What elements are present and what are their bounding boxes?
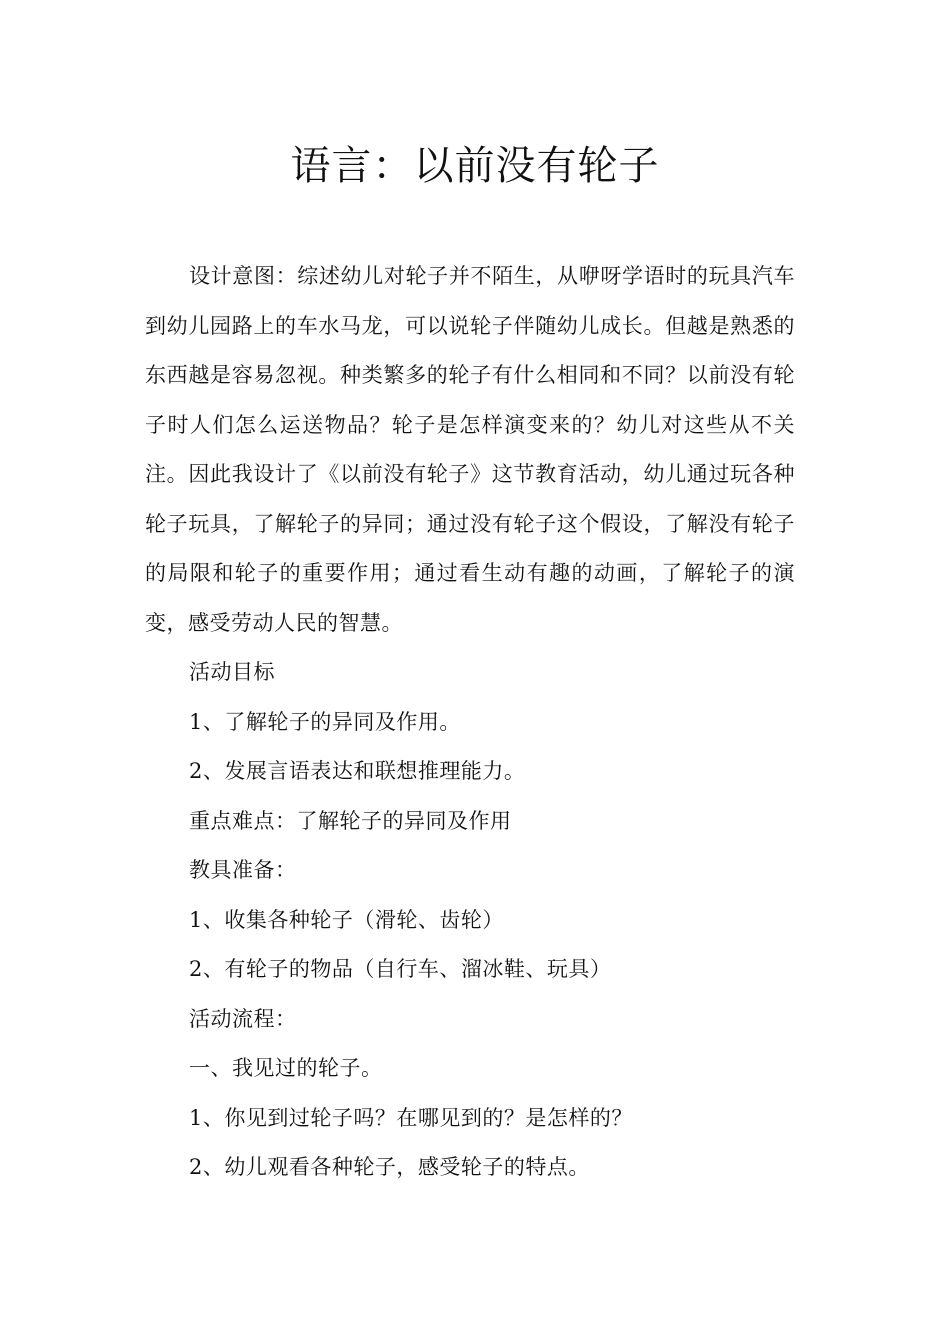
process-step-2: 2、幼儿观看各种轮子，感受轮子的特点。 (189, 1155, 590, 1179)
activity-goals-heading: 活动目标 (189, 660, 275, 684)
materials-heading: 教具准备： (189, 858, 297, 882)
activity-process-heading: 活动流程： (189, 1006, 297, 1031)
key-difficulty-paragraph: 重点难点：了解轮子的异同及作用 (189, 808, 512, 833)
process-step-1: 1、你见到过轮子吗？在哪见到的？是怎样的？ (189, 1105, 633, 1130)
process-section-1-heading: 一、我见过的轮子。 (189, 1056, 383, 1080)
materials-item-1: 1、收集各种轮子（滑轮、齿轮） (189, 907, 504, 932)
document-title: 语言：以前没有轮子 (290, 143, 660, 189)
design-intent-paragraph: 设计意图：综述幼儿对轮子并不陌生，从咿呀学语时的玩具汽车到幼儿园路上的车水马龙，可以说轮子伴随幼儿成长。但越是熟悉的东西越是容易忽视。种类繁多的轮子有什么相同和不同？以前没有轮子时人们怎么运送物品？轮子是怎样演变来的？幼儿对这些从不关注。因此我设计了《以前没有轮子》这节教育活动，幼儿通过玩各种轮子玩具，了解轮子的异同；通过没有轮子这个假设，了解没有轮子的局限和轮子的重要作用；通过看生动有趣的动画，了解轮子的演变，感受劳动人民的智慧。 (145, 264, 795, 635)
goal-item-2: 2、发展言语表达和联想推理能力。 (189, 759, 526, 783)
document-body (145, 252, 795, 1193)
goal-item-1: 1、了解轮子的异同及作用。 (189, 709, 461, 734)
materials-item-2: 2、有轮子的物品（自行车、溜冰鞋、玩具） (189, 957, 612, 981)
